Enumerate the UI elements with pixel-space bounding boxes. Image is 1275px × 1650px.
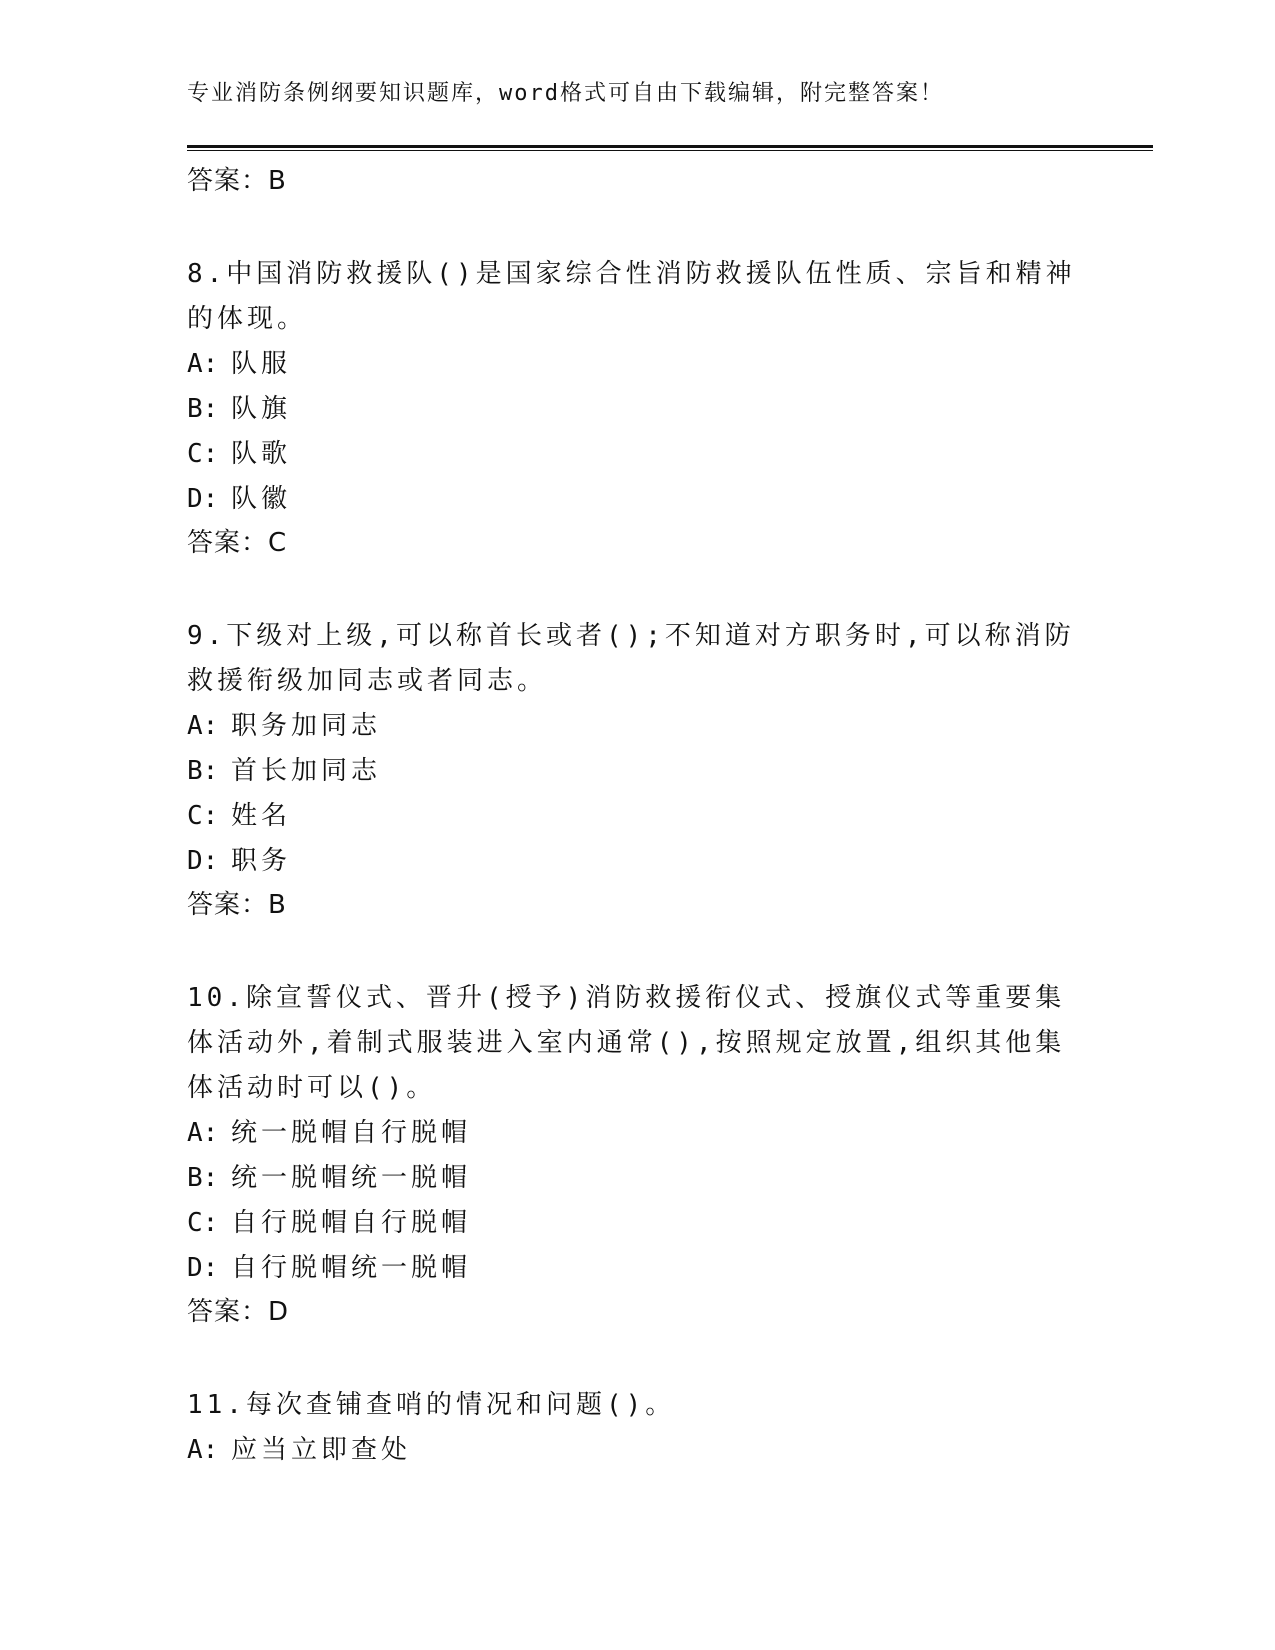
option-text: 应当立即查处 bbox=[231, 1435, 412, 1465]
option-a bbox=[187, 1428, 1087, 1473]
option-text: 首长加同志 bbox=[231, 756, 382, 786]
option-letter: D: bbox=[187, 484, 219, 514]
option-a bbox=[187, 342, 1087, 387]
option-letter: B: bbox=[187, 394, 219, 424]
option-c bbox=[187, 432, 1087, 477]
option-letter: C: bbox=[187, 439, 219, 469]
page-header: 专业消防条例纲要知识题库，word格式可自由下载编辑，附完整答案！ bbox=[187, 81, 944, 106]
option-letter: D: bbox=[187, 1253, 219, 1283]
option-text: 姓名 bbox=[231, 801, 292, 831]
option-b bbox=[187, 1156, 1087, 1201]
option-text: 队歌 bbox=[231, 439, 292, 469]
question-text: 8.中国消防救援队()是国家综合性消防救援队伍性质、宗旨和精神的体现。 bbox=[187, 259, 1076, 334]
question-block bbox=[187, 614, 1087, 926]
option-letter: B: bbox=[187, 1163, 219, 1193]
option-text: 统一脱帽统一脱帽 bbox=[231, 1163, 472, 1193]
option-b bbox=[187, 749, 1087, 794]
option-letter: C: bbox=[187, 801, 219, 831]
answer-line: 答案：D bbox=[187, 1297, 290, 1327]
option-d bbox=[187, 1246, 1087, 1291]
question-list bbox=[187, 160, 1087, 1473]
option-a bbox=[187, 704, 1087, 749]
option-text: 统一脱帽自行脱帽 bbox=[231, 1118, 472, 1148]
question-text: 11.每次查铺查哨的情况和问题()。 bbox=[187, 1390, 676, 1420]
option-text: 职务 bbox=[231, 846, 292, 876]
option-letter: C: bbox=[187, 1208, 219, 1238]
option-letter: D: bbox=[187, 846, 219, 876]
option-letter: A: bbox=[187, 349, 219, 379]
header-rule-thin bbox=[187, 150, 1153, 151]
option-d bbox=[187, 477, 1087, 522]
question-block bbox=[187, 976, 1087, 1333]
answer-line: 答案：C bbox=[187, 528, 288, 558]
option-letter: B: bbox=[187, 756, 219, 786]
header-rule-thick bbox=[187, 145, 1153, 148]
option-d bbox=[187, 839, 1087, 884]
option-text: 队旗 bbox=[231, 394, 292, 424]
option-b bbox=[187, 387, 1087, 432]
question-text: 10.除宣誓仪式、晋升(授予)消防救援衔仪式、授旗仪式等重要集体活动外,着制式服装进入室内通常(),按照规定放置,组织其他集体活动时可以()。 bbox=[187, 983, 1066, 1103]
option-c bbox=[187, 1201, 1087, 1246]
answer-line: 答案：B bbox=[187, 166, 287, 196]
option-letter: A: bbox=[187, 1435, 219, 1465]
question-block bbox=[187, 1383, 1087, 1473]
question-block bbox=[187, 252, 1087, 564]
option-letter: A: bbox=[187, 711, 219, 741]
question-text: 9.下级对上级,可以称首长或者();不知道对方职务时,可以称消防救援衔级加同志或者同志。 bbox=[187, 621, 1075, 696]
option-text: 自行脱帽统一脱帽 bbox=[231, 1253, 472, 1283]
option-text: 队服 bbox=[231, 349, 292, 379]
option-letter: A: bbox=[187, 1118, 219, 1148]
option-text: 自行脱帽自行脱帽 bbox=[231, 1208, 472, 1238]
option-text: 队徽 bbox=[231, 484, 292, 514]
answer-line: 答案：B bbox=[187, 890, 287, 920]
option-a bbox=[187, 1111, 1087, 1156]
option-text: 职务加同志 bbox=[231, 711, 382, 741]
option-c bbox=[187, 794, 1087, 839]
